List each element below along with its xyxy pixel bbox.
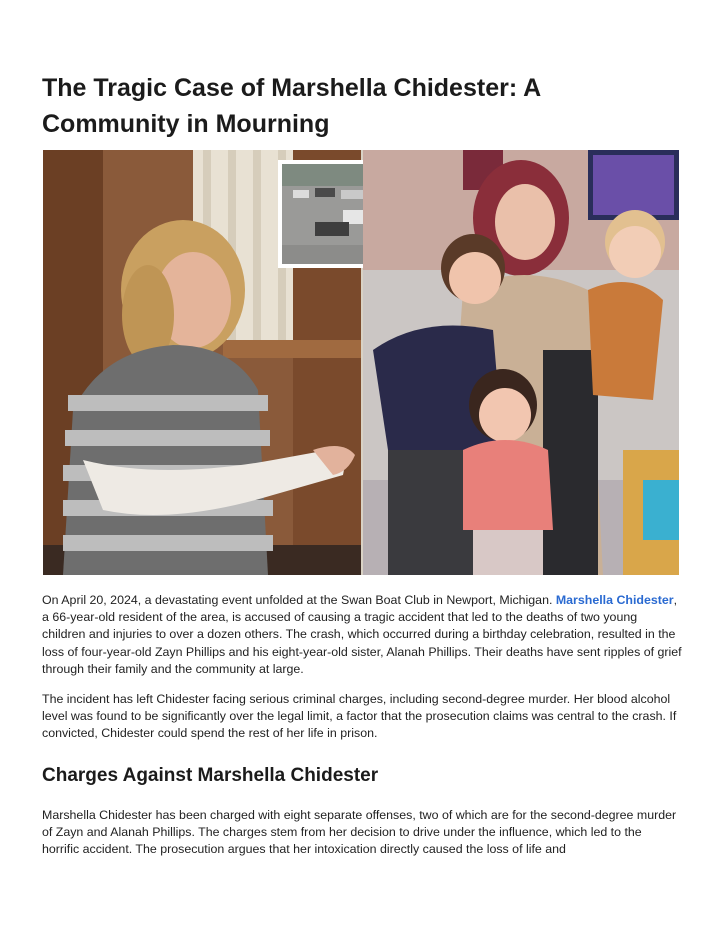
intro-text-start: On April 20, 2024, a devastating event unfolded at the Swan Boat Club in Newport, Michigan. — [42, 593, 556, 607]
section-heading-charges: Charges Against Marshella Chidester — [42, 765, 379, 786]
charges-summary-paragraph: The incident has left Chidester facing serious criminal charges, including second-degree murder. Her blood alcohol level was found to be significantly over the legal limit, a factor that the prosecution claims was central to the crash. If convicted, Chidester could spend the rest of her life in prison. — [42, 692, 677, 741]
hero-image — [43, 150, 679, 575]
hero-photo-collage — [43, 150, 679, 575]
article-title: The Tragic Case of Marshella Chidester: A Community in Mourning — [42, 74, 541, 138]
intro-paragraph — [42, 592, 682, 678]
charges-detail-paragraph: Marshella Chidester has been charged with eight separate offenses, two of which are for the second-degree murder of Zayn and Alanah Phillips. The charges stem from her decision to drive under the influence, which led to the horrific accident. The prosecution argues that her intoxication directly caused the loss of life and — [42, 808, 677, 857]
marshella-chidester-link[interactable]: Marshella Chidester — [555, 593, 674, 607]
intro-text-end: , a 66-year-old resident of the area, is accused of causing a tragic accident that led to the deaths of two young children and injuries to over a dozen others. The crash, which occurred during a birthday celebration, resulted in the loss of four-year-old Zayn Phillips and his eight-year-old sister, Alanah Phillips. Their deaths have sent ripples of grief through their family and the community at large. — [42, 593, 682, 676]
family-photo — [363, 150, 679, 575]
